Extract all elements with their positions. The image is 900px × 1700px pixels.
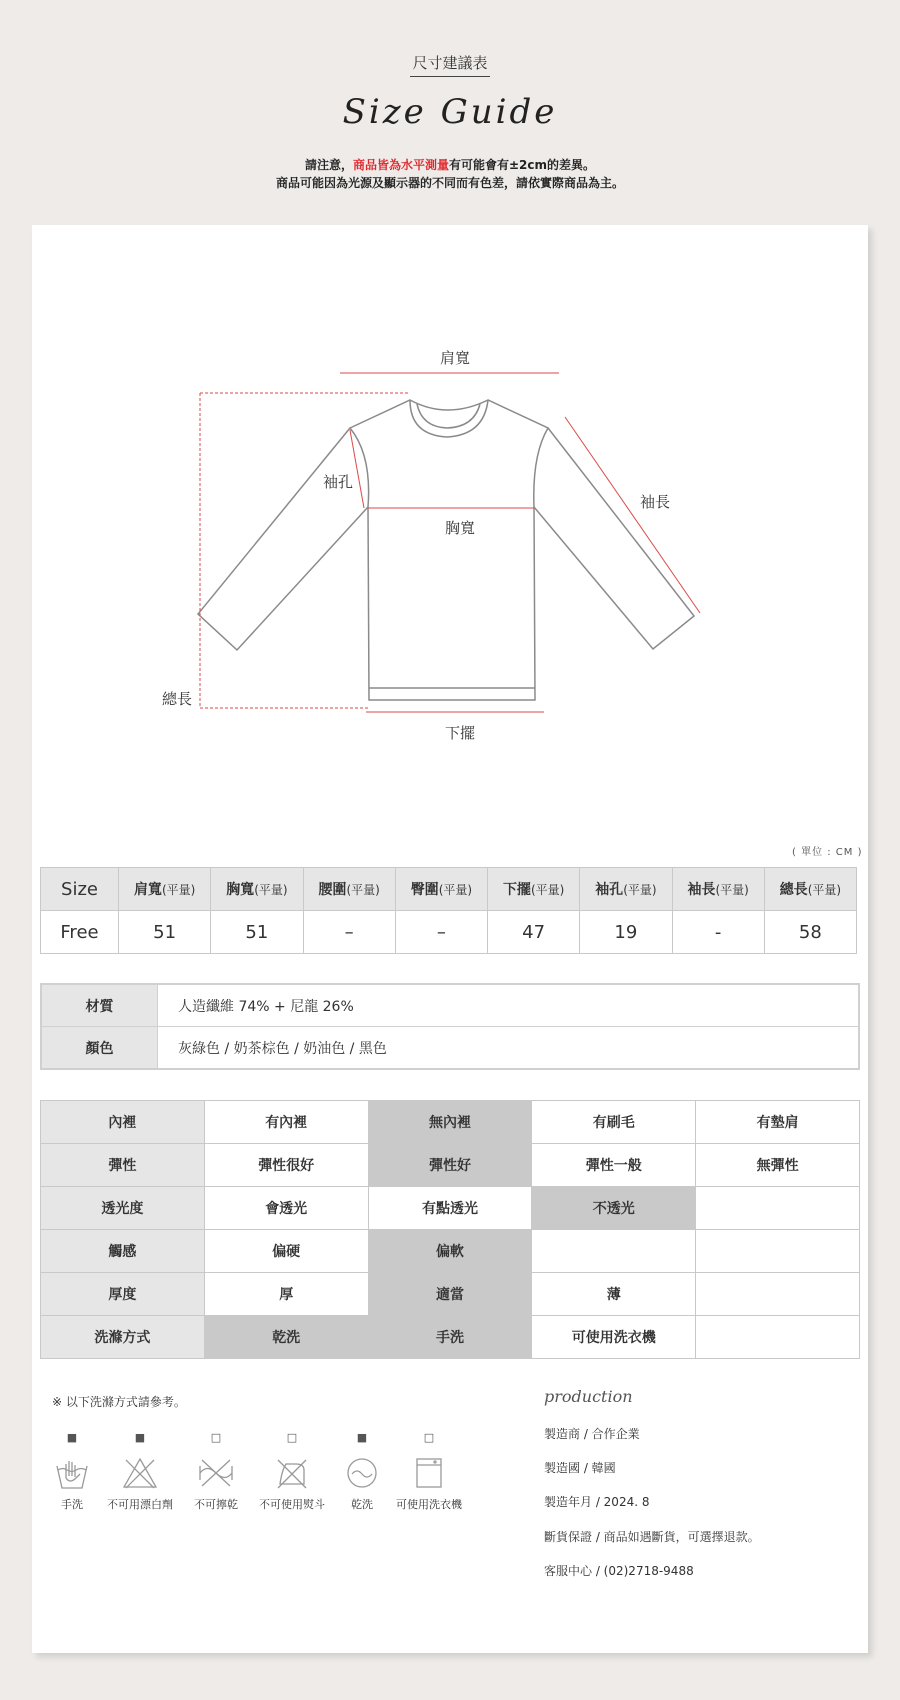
value-cell: 58: [764, 911, 856, 954]
care-label: 手洗: [61, 1498, 83, 1511]
production-line: 客服中心 / (02)2718-9488: [544, 1564, 694, 1578]
feature-option: [532, 1230, 696, 1273]
hand-wash-icon: [54, 1456, 90, 1490]
length-label: 總長: [162, 690, 193, 708]
value-cell: –: [303, 911, 395, 954]
feature-option: 彈性一般: [532, 1144, 696, 1187]
feature-option: [696, 1273, 860, 1316]
value-cell: 51: [119, 911, 211, 954]
care-label: 不可擰乾: [194, 1498, 238, 1511]
feature-option: 適當: [368, 1273, 532, 1316]
feature-option: 彈性好: [368, 1144, 532, 1187]
care-check-mark: □: [286, 1431, 298, 1444]
care-check-mark: ■: [66, 1431, 78, 1444]
care-label: 乾洗: [351, 1498, 373, 1511]
feature-option: 無彈性: [696, 1144, 860, 1187]
feature-option: 有點透光: [368, 1187, 532, 1230]
feature-option: 乾洗: [204, 1316, 368, 1359]
notice-prefix: 請注意，: [304, 158, 353, 172]
washing-machine-icon: [411, 1456, 447, 1490]
feature-row: [41, 1273, 860, 1316]
care-item: [389, 1430, 469, 1512]
feature-option: 偏硬: [204, 1230, 368, 1273]
armhole-label: 袖孔: [323, 473, 354, 491]
no-iron-icon: [274, 1456, 310, 1490]
column-header: 袖長(平量): [672, 868, 764, 911]
care-item: [176, 1430, 256, 1512]
feature-option: 有刷毛: [532, 1101, 696, 1144]
feature-option: 薄: [532, 1273, 696, 1316]
feature-option: 偏軟: [368, 1230, 532, 1273]
feature-option: 無內裡: [368, 1101, 532, 1144]
color-label: 顏色: [41, 1027, 158, 1070]
care-note: ※ 以下洗滌方式請參考。: [52, 1395, 186, 1409]
material-label: 材質: [41, 984, 158, 1027]
notice-suffix: 有可能會有±2cm的差異。: [449, 158, 596, 172]
column-header: 肩寬(平量): [119, 868, 211, 911]
feature-option: 可使用洗衣機: [532, 1316, 696, 1359]
care-label: 不可使用熨斗: [259, 1498, 325, 1511]
garment-diagram: [32, 225, 868, 785]
column-header: 袖孔(平量): [580, 868, 672, 911]
size-chart-kicker: 尺寸建議表: [410, 52, 489, 77]
feature-row: [41, 1316, 860, 1359]
column-header: 臀圍(平量): [395, 868, 487, 911]
care-item: [252, 1430, 332, 1512]
measurement-notice: [0, 156, 900, 192]
feature-label: 內裡: [41, 1101, 205, 1144]
feature-label: 觸感: [41, 1230, 205, 1273]
notice-highlight: 商品皆為水平測量: [352, 158, 449, 172]
value-cell: -: [672, 911, 764, 954]
material-row: [41, 984, 859, 1027]
feature-row: [41, 1101, 860, 1144]
care-check-mark: ■: [134, 1431, 146, 1444]
feature-option: [696, 1316, 860, 1359]
hem-label: 下擺: [445, 724, 476, 742]
production-line: 製造國 / 韓國: [544, 1461, 616, 1475]
material-value: 人造纖維 74% + 尼龍 26%: [158, 984, 860, 1027]
size-table: [40, 867, 857, 954]
feature-option: 有內裡: [204, 1101, 368, 1144]
dry-clean-icon: [344, 1456, 380, 1490]
feature-option: 彈性很好: [204, 1144, 368, 1187]
care-check-mark: □: [210, 1431, 222, 1444]
column-header: 總長(平量): [764, 868, 856, 911]
production-line: 製造年月 / 2024. 8: [544, 1495, 650, 1509]
sleeve-label: 袖長: [640, 493, 671, 511]
chest-label: 胸寬: [445, 519, 476, 537]
care-label: 可使用洗衣機: [396, 1498, 462, 1511]
unit-label: ( 單位 : CM ): [792, 847, 863, 858]
production-line: 斷貨保證 / 商品如遇斷貨，可選擇退款。: [544, 1530, 760, 1544]
column-header: 胸寬(平量): [211, 868, 303, 911]
production-line: 製造商 / 合作企業: [544, 1427, 640, 1441]
color-values: 灰綠色 / 奶茶棕色 / 奶油色 / 黑色: [178, 1040, 387, 1057]
notice-line-2: 商品可能因為光源及顯示器的不同而有色差，請依實際商品為主。: [275, 176, 624, 190]
care-item: [100, 1430, 180, 1512]
feature-label: 厚度: [41, 1273, 205, 1316]
value-cell: –: [395, 911, 487, 954]
size-table-header: [41, 868, 857, 911]
no-wring-icon: [197, 1456, 235, 1490]
size-guide-card: [32, 225, 868, 1653]
feature-option: [696, 1230, 860, 1273]
size-column-header: Size: [41, 868, 119, 911]
material-table: [40, 983, 860, 1070]
feature-label: 洗滌方式: [41, 1316, 205, 1359]
features-table: [40, 1100, 860, 1359]
feature-option: 有墊肩: [696, 1101, 860, 1144]
table-row: [41, 911, 857, 954]
feature-row: [41, 1230, 860, 1273]
feature-option: 不透光: [532, 1187, 696, 1230]
feature-option: 會透光: [204, 1187, 368, 1230]
sweater-outline-icon: [32, 225, 868, 785]
value-cell: 47: [488, 911, 580, 954]
size-cell: Free: [41, 911, 119, 954]
care-label: 不可用漂白劑: [107, 1498, 173, 1511]
feature-option: 手洗: [368, 1316, 532, 1359]
feature-row: [41, 1144, 860, 1187]
feature-option: 厚: [204, 1273, 368, 1316]
feature-label: 彈性: [41, 1144, 205, 1187]
column-header: 腰圍(平量): [303, 868, 395, 911]
no-bleach-icon: [122, 1456, 158, 1490]
value-cell: 19: [580, 911, 672, 954]
feature-row: [41, 1187, 860, 1230]
production-title: production: [544, 1387, 633, 1406]
column-header: 下擺(平量): [488, 868, 580, 911]
color-row: [41, 1027, 859, 1070]
feature-label: 透光度: [41, 1187, 205, 1230]
value-cell: 51: [211, 911, 303, 954]
care-check-mark: ■: [356, 1431, 368, 1444]
shoulder-label: 肩寬: [440, 349, 471, 367]
feature-option: [696, 1187, 860, 1230]
page-title: Size Guide: [342, 92, 558, 132]
care-check-mark: □: [423, 1431, 435, 1444]
